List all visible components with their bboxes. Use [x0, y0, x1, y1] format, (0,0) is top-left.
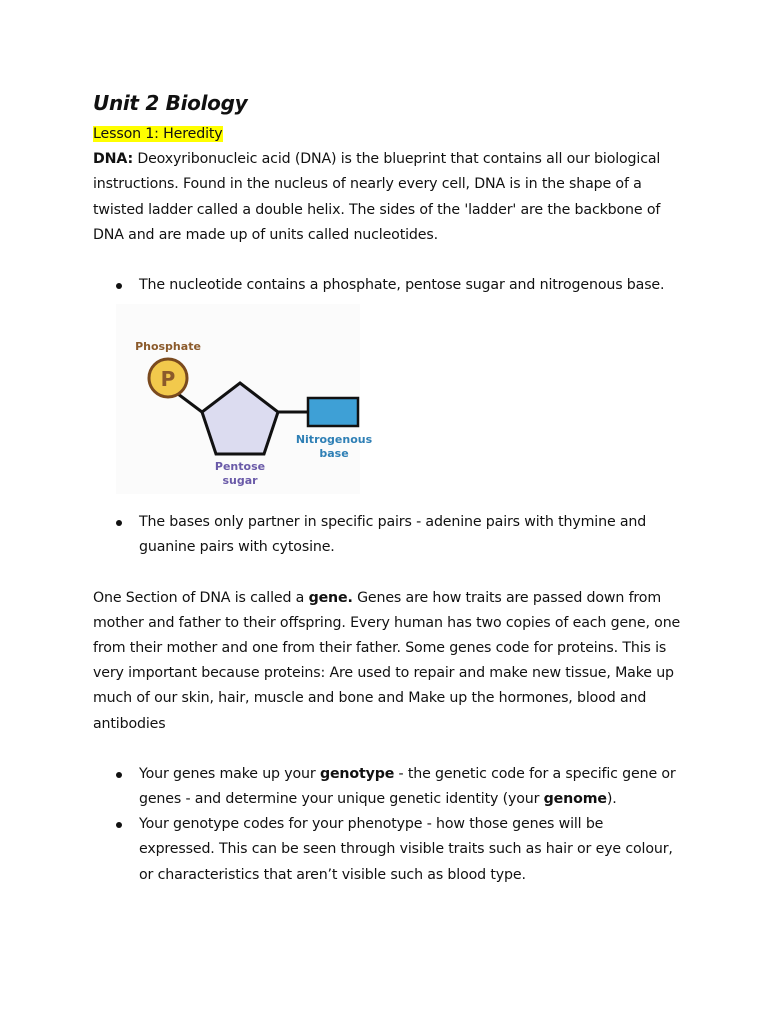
phosphate-bond — [178, 394, 202, 412]
nucleotide-svg — [116, 304, 373, 494]
nitrogenous-label-line2: base — [319, 447, 349, 461]
bullet-text: Your genotype codes for your phenotype - how those genes will be expressed. This can be seen through visible traits such as hair or eye colour, or characteristics that aren’t visible such as blood type. — [139, 816, 673, 883]
gene-paragraph — [93, 586, 683, 737]
bullet-list-2 — [93, 510, 683, 560]
list-item — [93, 812, 683, 888]
bullet-list-1 — [93, 273, 683, 298]
genotype-term: genotype — [319, 765, 395, 782]
dna-label: DNA: — [93, 151, 133, 168]
dna-paragraph — [93, 147, 683, 248]
lesson-highlight: Lesson 1: Heredity — [93, 126, 223, 142]
nitrogenous-label-line1: Nitrogenous — [295, 433, 373, 447]
bullet-dot-icon — [116, 520, 122, 526]
bullet-dot-icon — [116, 822, 122, 828]
list-item — [93, 762, 683, 812]
gene-text-before: One Section of DNA is called a — [93, 589, 309, 606]
bullet-list-3 — [93, 762, 683, 888]
gene-text-after: Genes are how traits are passed down from mother and father to their offspring. Every human has two copies of each gene, one from their mother and one from their father. Some genes code for proteins. This is very important because proteins: Are used to repair and make new tissue, Make up much of our skin, hair, muscle and bone and Make up the hormones, blood and antibodies — [93, 589, 681, 732]
pentose-label-line2: sugar — [222, 474, 258, 488]
genome-term: genome — [543, 791, 607, 808]
nucleotide-diagram — [116, 304, 373, 494]
lesson-heading — [93, 122, 683, 147]
dna-text: Deoxyribonucleic acid (DNA) is the blueprint that contains all our biological instructions. Found in the nucleus of nearly every cell, DNA is in the shape of a twisted ladder called a double helix. The sides of the 'ladder' are the backbone of DNA and are made up of units called nucleotides. — [93, 151, 661, 243]
bullet-text: The bases only partner in specific pairs - adenine pairs with thymine and guanine pairs with cytosine. — [139, 514, 647, 556]
phosphate-label: Phosphate — [135, 340, 201, 354]
list-item — [93, 273, 683, 298]
pentose-label-line1: Pentose — [214, 460, 266, 474]
document-page — [93, 88, 683, 888]
phosphate-letter: P — [160, 367, 176, 392]
bullet-text: The nucleotide contains a phosphate, pentose sugar and nitrogenous base. — [139, 277, 665, 294]
genotype-text-middle: - the genetic code for a specific gene or genes - and determine your unique genetic identity (your — [139, 765, 676, 808]
bullet-dot-icon — [116, 772, 122, 778]
gene-term: gene. — [308, 589, 353, 606]
page-title: Unit 2 Biology — [93, 91, 248, 115]
genotype-text-before: Your genes make up your — [139, 765, 320, 782]
nitrogenous-base-shape — [308, 398, 358, 426]
genotype-text-after: ). — [606, 791, 617, 808]
pentose-sugar-shape — [202, 383, 278, 454]
list-item — [93, 510, 683, 560]
bullet-dot-icon — [116, 283, 122, 289]
